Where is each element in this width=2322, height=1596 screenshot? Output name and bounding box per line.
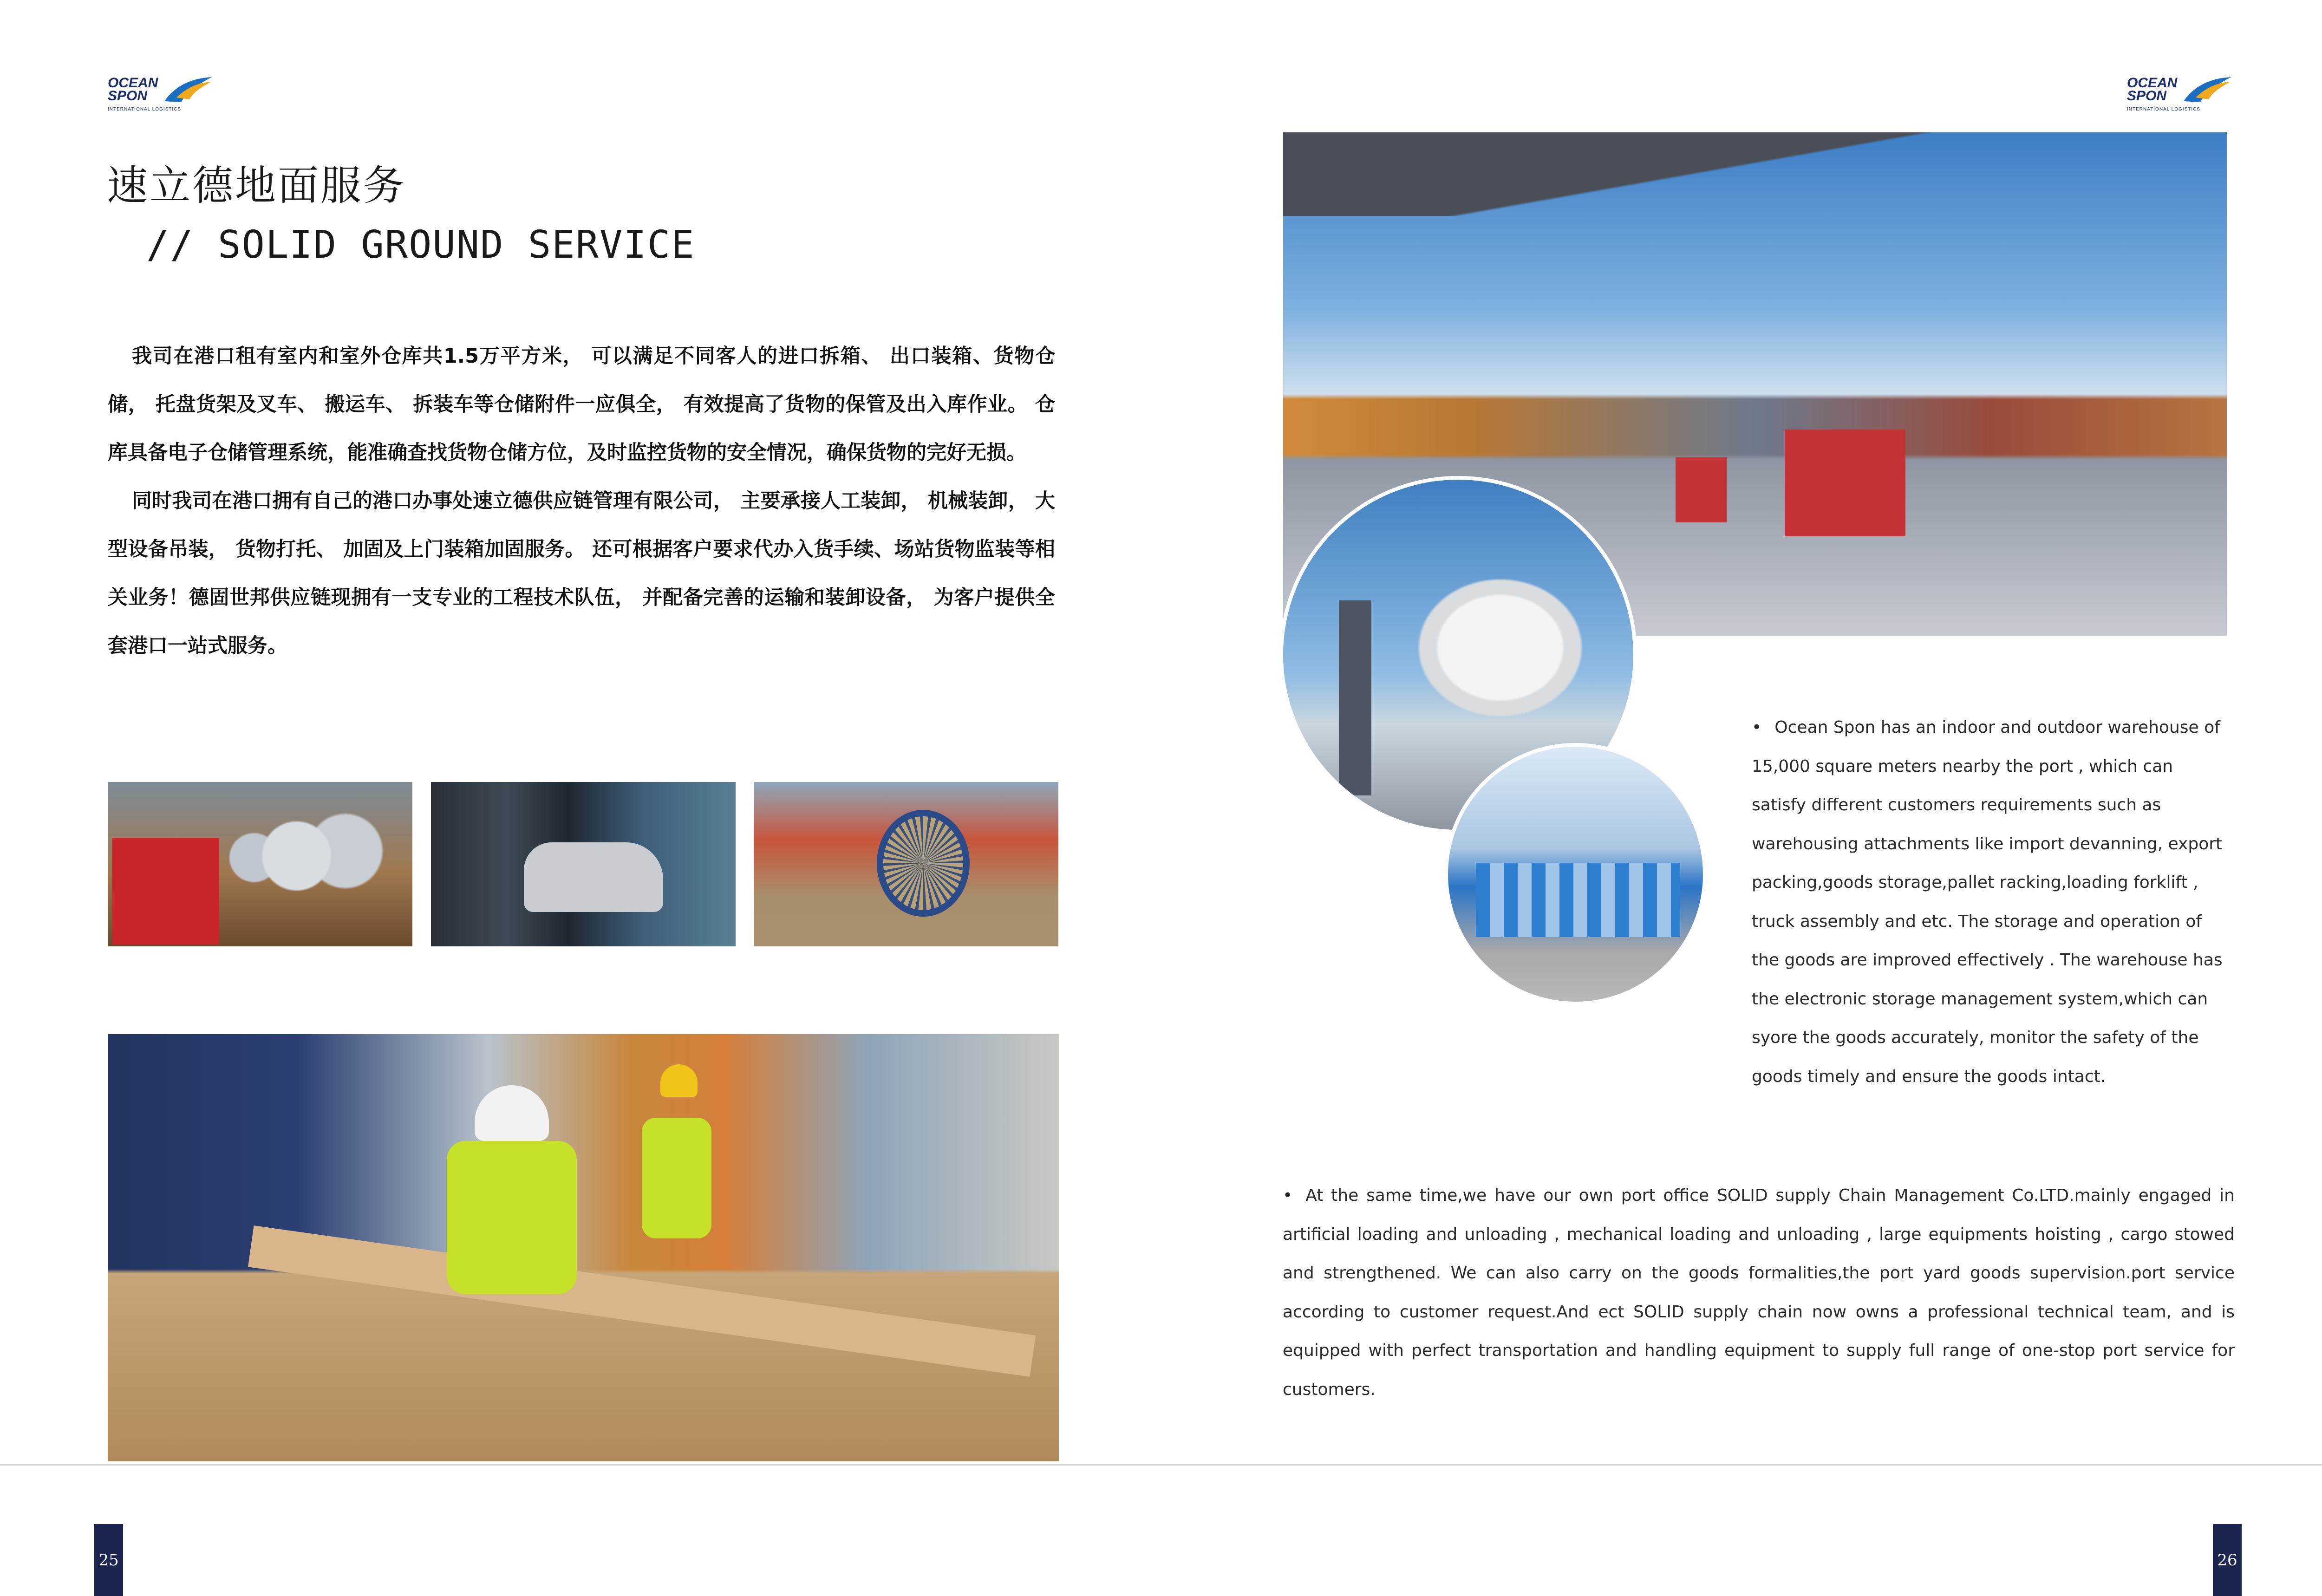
logo-tagline: INTERNATIONAL LOGISTICS — [2127, 107, 2201, 112]
english-paragraph-1-text: Ocean Spon has an indoor and outdoor warehouse of 15,000 square meters nearby the port , which can satisfy different customers requirements such as warehousing attachments like import devanning, export packing,goods storage,pallet racking,loading forklift , truck assembly and etc. The storage and operation of the goods are improved effectively . The warehouse has the electronic storage management system,which can syore the goods accurately, monitor the safety of the goods timely and ensure the goods intact. — [1752, 718, 2223, 1086]
chinese-paragraph-1: 我司在港口租有室内和室外仓库共1.5万平方米， 可以满足不同客人的进口拆箱、 出口装箱、货物仓储， 托盘货架及叉车、 搬运车、 拆装车等仓储附件一应俱全， 有效提高了货物的保管及出入库作业。 仓库具备电子仓储管理系统，能准确查找货物仓储方位，及时监控货物的安全情况，确保货物的完好无损。 — [108, 345, 1055, 464]
page-title-english: // SOLID GROUND SERVICE — [146, 223, 695, 267]
chinese-body-text — [108, 332, 1055, 670]
page-number-left: 25 — [94, 1524, 123, 1596]
logo-tagline: INTERNATIONAL LOGISTICS — [108, 107, 182, 112]
chinese-paragraph-2: 同时我司在港口拥有自己的港口办事处速立德供应链管理有限公司， 主要承接人工装卸， 机械装卸， 大型设备吊装， 货物打托、 加固及上门装箱加固服务。 还可根据客户要求代办入货手续、场站货物监装等相关业务！德固世邦供应链现拥有一支专业的工程技术队伍， 并配备完善的运输和装卸设备， 为客户提供全套港口一站式服务。 — [108, 489, 1055, 658]
photo-car-in-container — [431, 782, 736, 946]
footer-divider — [0, 1464, 2322, 1466]
bullet: • — [1752, 718, 1762, 737]
logo-word-ocean: OCEAN — [108, 75, 158, 91]
logo-word-spon: SPON — [108, 88, 148, 104]
brand-logo-right — [2127, 74, 2234, 116]
page-number-right: 26 — [2213, 1524, 2242, 1596]
photo-forklift-steel-coils — [108, 782, 412, 946]
english-paragraph-2 — [1283, 1176, 2235, 1409]
english-paragraph-2-text: At the same time,we have our own port office SOLID supply Chain Management Co.LTD.mainly engaged in artificial loading and unloading , mechanical loading and unloading , large equipments hoisting , cargo stowed and strengthened. We can also carry on the goods formalities,the port yard goods supervision.port service according to customer request.And ect SOLID supply chain now owns a professional technical team, and is equipped with perfect transportation and handling equipment to supply full range of one-stop port service for customers. — [1283, 1186, 2235, 1399]
logo-wave-icon — [2182, 74, 2233, 107]
photo-cable-reel-loading — [754, 782, 1058, 946]
english-paragraph-1 — [1752, 708, 2225, 1096]
logo-word-ocean: OCEAN — [2127, 75, 2178, 91]
brand-logo-left — [108, 74, 215, 116]
bullet: • — [1283, 1186, 1293, 1205]
page-title-chinese: 速立德地面服务 — [107, 162, 406, 209]
logo-wave-icon — [163, 74, 214, 107]
logo-word-spon: SPON — [2127, 88, 2167, 104]
photo-workers-securing-cargo — [108, 1034, 1059, 1461]
photo-circle-racking-loading — [1444, 743, 1707, 1005]
